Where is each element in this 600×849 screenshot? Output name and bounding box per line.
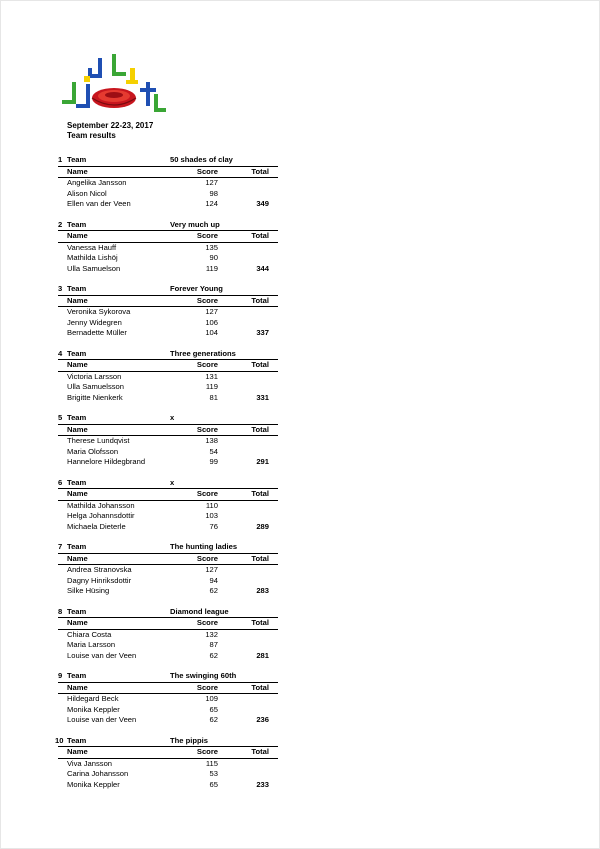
member-score: 76 <box>209 521 218 531</box>
score-column-header: Score <box>196 424 218 434</box>
member-name: Andrea Stranovska <box>67 565 132 574</box>
member-row <box>58 715 278 726</box>
team-label: Team <box>67 348 87 358</box>
member-name: Helga Johannsdottir <box>67 511 135 520</box>
member-score: 90 <box>209 253 218 262</box>
team-rank: 7 <box>58 542 63 551</box>
event-date: September 22-23, 2017 <box>67 121 154 130</box>
total-column-header: Total <box>251 747 269 756</box>
member-row <box>58 576 278 587</box>
member-name: Louise van der Veen <box>67 650 137 660</box>
team-total: 291 <box>256 457 269 466</box>
member-name: Alison Nicol <box>67 188 107 198</box>
column-header-row <box>58 747 278 759</box>
member-row <box>58 780 278 791</box>
member-row <box>58 522 278 533</box>
member-row <box>58 243 278 254</box>
member-name: Monika Keppler <box>67 779 120 789</box>
name-column-header: Name <box>67 747 88 756</box>
team-header-row <box>58 284 278 296</box>
score-column-header: Score <box>196 553 218 563</box>
member-row <box>58 189 278 200</box>
member-name: Silke Hüsing <box>67 586 110 595</box>
team-label: Team <box>67 542 87 551</box>
team-results-list <box>55 155 278 800</box>
member-score: 81 <box>209 392 218 402</box>
team-header-row <box>58 413 278 425</box>
member-name: Victoria Larsson <box>67 371 122 381</box>
member-score: 124 <box>205 199 218 208</box>
total-column-header: Total <box>251 231 269 240</box>
score-column-header: Score <box>196 360 218 369</box>
team-label: Team <box>67 219 87 229</box>
team-rank: 4 <box>58 348 63 358</box>
member-name: Brigitte Nienkerk <box>67 392 123 402</box>
team-block <box>58 671 278 736</box>
team-block <box>58 607 278 672</box>
team-rank: 3 <box>58 284 63 293</box>
total-column-header: Total <box>251 489 269 498</box>
total-column-header: Total <box>251 295 269 305</box>
member-name: Therese Lundqvist <box>67 436 130 445</box>
team-label: Team <box>67 606 87 616</box>
team-header-row <box>58 478 278 490</box>
team-label: Team <box>67 477 87 487</box>
member-row <box>58 565 278 576</box>
column-header-row <box>58 360 278 372</box>
total-column-header: Total <box>251 618 269 627</box>
team-total: 283 <box>256 586 269 595</box>
team-total: 236 <box>256 715 269 724</box>
name-column-header: Name <box>67 553 88 563</box>
team-name: 50 shades of clay <box>170 155 233 164</box>
team-header-row <box>58 542 278 554</box>
member-name: Maria Larsson <box>67 640 116 649</box>
member-row <box>58 769 278 780</box>
column-header-row <box>58 231 278 243</box>
member-score: 135 <box>205 242 218 252</box>
name-column-header: Name <box>67 166 88 176</box>
member-name: Louise van der Veen <box>67 715 137 724</box>
team-rank: 6 <box>58 477 63 487</box>
member-score: 54 <box>209 446 218 456</box>
member-row <box>58 630 278 641</box>
team-header-row <box>58 607 278 619</box>
total-column-header: Total <box>251 166 269 176</box>
member-name: Vanessa Hauff <box>67 242 117 252</box>
team-header-row <box>58 220 278 232</box>
team-label: Team <box>67 284 87 293</box>
member-row <box>58 436 278 447</box>
member-row <box>58 694 278 705</box>
page-title: Team results <box>67 131 116 140</box>
column-header-row <box>58 296 278 308</box>
team-block <box>58 349 278 414</box>
column-header-row <box>58 425 278 437</box>
member-score: 53 <box>209 769 218 778</box>
team-total: 349 <box>256 199 269 208</box>
team-label: Team <box>67 413 87 422</box>
team-header-row <box>58 671 278 683</box>
total-column-header: Total <box>251 553 269 563</box>
member-score: 62 <box>209 586 218 595</box>
member-row <box>58 307 278 318</box>
member-row <box>58 586 278 597</box>
total-column-header: Total <box>251 360 269 369</box>
member-score: 94 <box>209 575 218 585</box>
team-name: x <box>170 413 175 422</box>
member-score: 127 <box>205 565 218 574</box>
member-name: Mathilda Johansson <box>67 500 135 510</box>
team-total: 233 <box>256 779 269 789</box>
member-name: Monika Keppler <box>67 704 120 714</box>
team-block <box>58 220 278 285</box>
member-score: 119 <box>205 263 218 273</box>
member-name: Angelika Jansson <box>67 178 127 187</box>
member-score: 103 <box>205 511 218 520</box>
member-score: 132 <box>205 629 218 639</box>
member-row <box>58 501 278 512</box>
member-score: 131 <box>205 371 218 381</box>
team-block <box>58 478 278 543</box>
name-column-header: Name <box>67 295 88 305</box>
member-row <box>58 759 278 770</box>
score-column-header: Score <box>196 295 218 305</box>
member-row <box>58 318 278 329</box>
team-block <box>58 542 278 607</box>
team-name: The hunting ladies <box>170 542 238 551</box>
name-column-header: Name <box>67 682 88 692</box>
member-name: Maria Olofsson <box>67 446 119 456</box>
member-row <box>58 457 278 468</box>
score-column-header: Score <box>196 618 218 627</box>
member-row <box>58 640 278 651</box>
team-name: Three generations <box>170 348 236 358</box>
team-rank: 2 <box>58 219 63 229</box>
score-column-header: Score <box>196 747 218 756</box>
team-rank: 1 <box>58 155 63 164</box>
member-row <box>58 511 278 522</box>
member-row <box>58 199 278 210</box>
member-score: 127 <box>205 307 218 316</box>
column-header-row <box>58 618 278 630</box>
team-total: 289 <box>256 521 269 531</box>
member-name: Hildegard Beck <box>67 694 119 703</box>
score-column-header: Score <box>196 682 218 692</box>
team-header-row <box>55 735 278 748</box>
member-score: 104 <box>205 328 218 337</box>
member-row <box>58 651 278 662</box>
team-header-row <box>58 349 278 361</box>
member-name: Dagny Hinriksdottir <box>67 575 132 585</box>
team-label: Team <box>67 155 87 164</box>
member-name: Veronika Sykorova <box>67 307 131 316</box>
team-rank: 9 <box>58 671 63 680</box>
name-column-header: Name <box>67 618 88 627</box>
column-header-row <box>58 489 278 501</box>
member-name: Mathilda Lishöj <box>67 253 118 262</box>
member-row <box>58 178 278 189</box>
member-name: Viva Jansson <box>67 758 113 768</box>
total-column-header: Total <box>251 682 269 692</box>
member-name: Ellen van der Veen <box>67 199 131 208</box>
team-block <box>58 155 278 220</box>
member-row <box>58 328 278 339</box>
member-score: 62 <box>209 715 218 724</box>
name-column-header: Name <box>67 424 88 434</box>
name-column-header: Name <box>67 360 88 369</box>
team-block <box>58 284 278 349</box>
team-rank: 5 <box>58 413 63 422</box>
member-row <box>58 264 278 275</box>
team-label: Team <box>67 671 87 680</box>
event-logo <box>62 54 166 118</box>
member-score: 106 <box>205 317 218 327</box>
member-score: 138 <box>205 436 218 445</box>
team-total: 344 <box>256 263 269 273</box>
team-block <box>58 413 278 478</box>
team-total: 337 <box>256 328 269 337</box>
member-score: 98 <box>209 188 218 198</box>
team-block <box>55 735 278 801</box>
score-column-header: Score <box>196 231 218 240</box>
member-name: Carina Johansson <box>67 769 129 778</box>
member-name: Ulla Samuelson <box>67 263 121 273</box>
member-row <box>58 372 278 383</box>
member-score: 109 <box>205 694 218 703</box>
member-row <box>58 447 278 458</box>
team-name: Forever Young <box>170 284 223 293</box>
member-score: 65 <box>209 779 218 789</box>
team-header-row <box>58 155 278 167</box>
team-label: Team <box>67 735 87 745</box>
member-name: Michaela Dieterle <box>67 521 126 531</box>
event-header <box>67 121 153 141</box>
member-row <box>58 382 278 393</box>
member-score: 110 <box>205 500 218 510</box>
member-score: 65 <box>209 704 218 714</box>
member-name: Chiara Costa <box>67 629 112 639</box>
member-row <box>58 393 278 404</box>
member-name: Bernadette Müller <box>67 328 127 337</box>
column-header-row <box>58 554 278 566</box>
team-name: The swinging 60th <box>170 671 237 680</box>
team-name: The pippis <box>170 735 208 745</box>
score-column-header: Score <box>196 166 218 176</box>
name-column-header: Name <box>67 489 88 498</box>
score-column-header: Score <box>196 489 218 498</box>
member-score: 87 <box>209 640 218 649</box>
column-header-row <box>58 167 278 179</box>
member-score: 127 <box>205 178 218 187</box>
member-name: Jenny Widegren <box>67 317 122 327</box>
member-row <box>58 705 278 716</box>
team-total: 331 <box>256 392 269 402</box>
team-name: Diamond league <box>170 606 229 616</box>
total-column-header: Total <box>251 424 269 434</box>
team-name: Very much up <box>170 219 220 229</box>
member-name: Hannelore Hildegbrand <box>67 457 146 466</box>
member-score: 99 <box>209 457 218 466</box>
team-rank: 10 <box>55 735 64 745</box>
team-total: 281 <box>256 650 269 660</box>
team-rank: 8 <box>58 606 63 616</box>
member-name: Ulla Samuelsson <box>67 382 124 391</box>
name-column-header: Name <box>67 231 88 240</box>
column-header-row <box>58 683 278 695</box>
member-score: 119 <box>205 382 218 391</box>
member-score: 115 <box>205 758 218 768</box>
member-row <box>58 253 278 264</box>
team-name: x <box>170 477 175 487</box>
member-score: 62 <box>209 650 218 660</box>
